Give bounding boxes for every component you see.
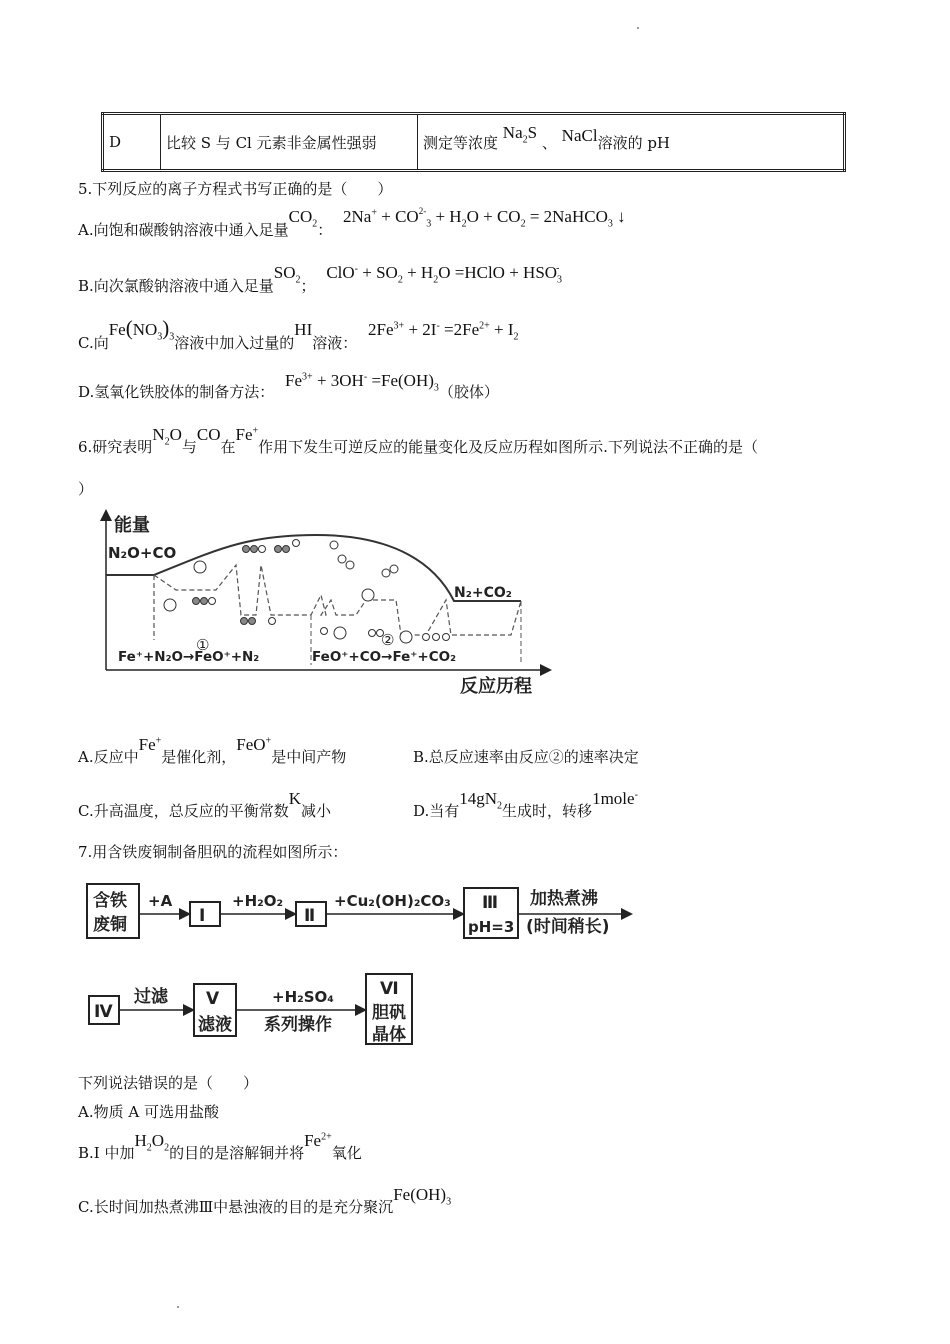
q7-option-b: B.Ⅰ 中加$H_2O_2$的目的是溶解铜并将$Fe^{2+}$氧化	[78, 1131, 362, 1162]
q5-option-d: D.氢氧化铁胶体的制备方法： $Fe^{3+} + 3OH^- =Fe(OH)_3$（胶体）	[78, 371, 499, 401]
step2-label: ②	[381, 631, 395, 649]
flow-box2: Ⅱ	[304, 906, 316, 926]
products-label: N₂+CO₂	[454, 585, 512, 601]
flow-box3-line1: Ⅲ	[482, 893, 499, 913]
flow-heat-line1: 加热煮沸	[530, 889, 598, 909]
table-cell-label: D	[103, 114, 161, 171]
flow-box3-line2: pH=3	[468, 918, 515, 936]
q6-stem: 6.研究表明$N_2O$与CO在Fe+作用下发生可逆反应的能量变化及反应历程如图所示.下列说法不正确的是（	[78, 425, 758, 456]
flow-add-h2o2: +H₂O₂	[232, 892, 284, 910]
q6-option-a: A.反应中Fe+是催化剂，FeO+是中间产物	[78, 735, 347, 766]
flow-start-line2: 废铜	[93, 915, 127, 935]
flow-box5-line2: 滤液	[198, 1015, 232, 1035]
step1-equation: Fe⁺+N₂O→FeO⁺+N₂	[118, 649, 260, 665]
q5-option-b: B.向次氯酸钠溶液中通入足量$SO_2$； $ClO^- + SO_2 + H_2O$ =HClO + $HSO_3^-$	[78, 263, 563, 295]
q5-option-a: A.向饱和碳酸钠溶液中通入足量$CO_2$： $2Na^+ + CO_{2-3} + H_2O + CO_2$ = 2NaHCO$_3$ ↓	[78, 206, 626, 239]
q7-option-c: C.长时间加热煮沸Ⅲ中悬浊液的目的是充分聚沉$Fe(OH)_3$	[78, 1185, 452, 1216]
flow-ops: 系列操作	[264, 1015, 332, 1035]
flow-box1: Ⅰ	[199, 906, 206, 926]
flow-filter: 过滤	[134, 987, 168, 1007]
q5-option-c: C.向$Fe(NO_3)_3$溶液中加入过量的HI溶液： $2Fe^{3+} + 2I^- =2Fe^{2+} + I_2$	[78, 316, 519, 352]
flow-start-line1: 含铁	[93, 891, 127, 911]
flow-box5-line1: Ⅴ	[206, 989, 220, 1009]
y-axis-label: 能量	[114, 515, 150, 536]
flow-heat-line2: (时间稍长)	[526, 917, 610, 937]
flow-diagram	[84, 878, 636, 1058]
option-table	[101, 112, 846, 172]
step2-equation: FeO⁺+CO→Fe⁺+CO₂	[312, 649, 457, 665]
speck	[637, 27, 639, 29]
flow-add-a: +A	[148, 892, 173, 910]
flow-box6-line1: Ⅵ	[380, 979, 399, 999]
q6-stem-end: ）	[78, 480, 94, 498]
flow-box6-line2: 胆矾	[372, 1003, 406, 1023]
reactants-label: N₂O+CO	[108, 544, 177, 562]
q7-option-a: A.物质 A 可选用盐酸	[78, 1103, 219, 1121]
table-cell-purpose: 比较 S 与 Cl 元素非金属性强弱	[161, 114, 418, 171]
x-axis-label: 反应历程	[460, 676, 532, 697]
flow-add-h2so4: +H₂SO₄	[272, 988, 334, 1006]
speck	[177, 1306, 179, 1308]
q6-option-d: D.当有$14gN_2$生成时，转移1mole-	[413, 789, 638, 820]
q7-stem: 7.用含铁废铜制备胆矾的流程如图所示：	[78, 843, 348, 861]
flow-box4: Ⅳ	[94, 1002, 113, 1022]
table-cell-method: 测定等浓度 $Na_2S$ 、 NaCl溶液的 pH	[418, 114, 845, 171]
q7-question: 下列说法错误的是（ ）	[78, 1074, 259, 1092]
q5-stem: 5.下列反应的离子方程式书写正确的是（ ）	[78, 180, 393, 198]
q6-option-c: C.升高温度，总反应的平衡常数K减小	[78, 789, 332, 820]
step1-label: ①	[196, 636, 210, 654]
energy-diagram	[96, 505, 561, 700]
flow-box6-line3: 晶体	[372, 1025, 406, 1045]
flow-add-cu: +Cu₂(OH)₂CO₃	[334, 892, 451, 910]
q6-option-b: B.总反应速率由反应②的速率决定	[413, 748, 639, 766]
